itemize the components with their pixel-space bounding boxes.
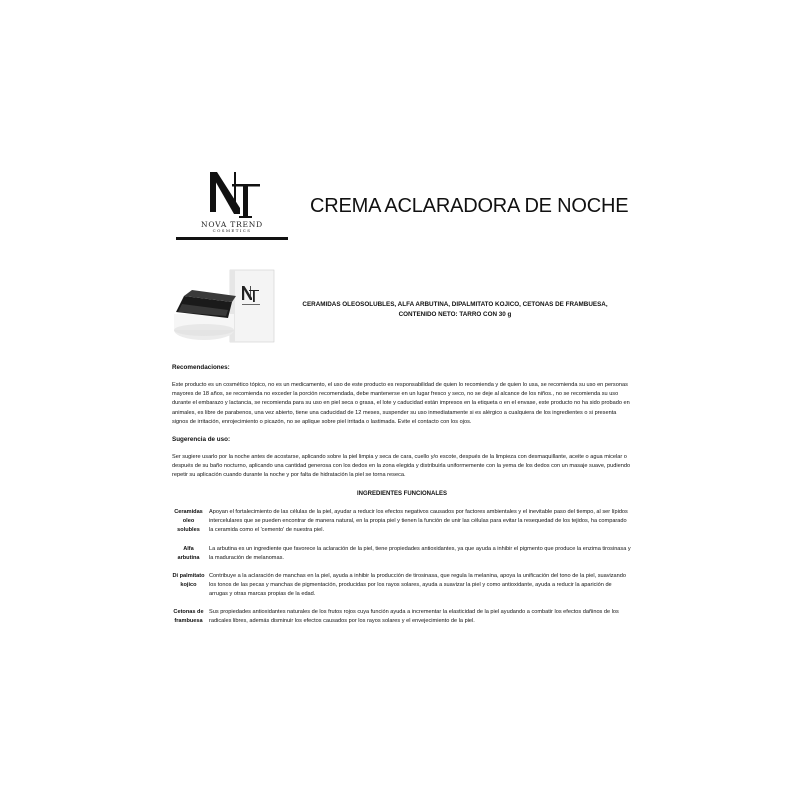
product-net-content: CONTENIDO NETO: TARRO CON 30 g xyxy=(398,311,512,318)
usage-text: Ser sugiere usarlo por la noche antes de acostarse, aplicando sobre la piel limpia y seca de cara, cuello y/o escote, después de la limpieza con desmaquillante, aceite o agua micelar o después de su baño nocturno, aplicando una cantidad generosa con los dedos en la zona elegida y distribuirla uniformemente con la yema de los dedos con un masaje suave, pudiendo repetir su aplicación cuando durante la noche y por falta de hidratación la piel se torna reseca. xyxy=(172,454,631,479)
recommendations-text: Este producto es un cosmético tópico, no es un medicamento, el uso de este producto es responsabilidad de quien lo recomienda y de quien lo usa, se recomienda su uso en personas mayores de 18 años, se recomienda no exceder la porción recomendada, debe mantenerse en un lugar fresco y seco, no se deje al alcance de los niños., no se recomienda su uso durante el embarazo y lactancia, se recomienda para su uso en piel seca o grasa, el lote y caducidad están impresos en la etiqueta o en el envase, este producto no ha sido probado en animales, es libre de parabenos, una vez abierto, tiene una caducidad de 12 meses, suspender su uso inmediatamente si es alérgico a cualquiera de los ingredientes o si presenta signos de irritación, enrojecimiento o picazón, no se aplique sobre piel irritada o lastimada. Evite el contacto con los ojos. xyxy=(172,382,630,425)
page-title: CREMA ACLARADORA DE NOCHE xyxy=(310,195,629,217)
ingredients-heading: INGREDIENTES FUNCIONALES xyxy=(356,491,447,497)
ingredient-description: Apoyan el fortalecimiento de las células de la piel, ayudar a reducir los efectos negativos causados por factores ambientales y el inevitable paso del tiempo, al ser lípidos intercelulares que se pueden encontrar de manera natural, en la propia piel y tienen la función de unir las células para evitar la resequedad de los tejidos, ha comparado la ceramida como el 'cemento' de nuestra piel. xyxy=(209,509,628,534)
nt-monogram-icon xyxy=(206,170,262,222)
ingredient-name: Alfa arbutina xyxy=(177,546,200,562)
logo-underline xyxy=(176,237,288,240)
ingredient-name: Cetonas de frambuesa xyxy=(173,609,204,625)
recommendations-heading: Recomendaciones: xyxy=(172,364,230,371)
product-image xyxy=(170,268,280,348)
product-summary xyxy=(300,300,610,320)
usage-heading: Sugerencia de uso: xyxy=(172,436,231,443)
brand-logo xyxy=(176,170,288,242)
product-ingredients-line: CERAMIDAS OLEOSOLUBLES, ALFA ARBUTINA, DIPALMITATO KOJICO, CETONAS DE FRAMBUESA, xyxy=(302,301,608,308)
ingredient-description: La arbutina es un ingrediente que favorece la aclaración de la piel, tiene propiedades antioxidantes, ya que ayuda a inhibir el pigmento que produce la enzima tirosinasa y la maduración de melanomas. xyxy=(209,546,631,562)
ingredient-name: Ceramidas oleo solubles xyxy=(174,509,203,534)
brand-name: NOVA TREND xyxy=(201,220,263,229)
ingredient-description: Contribuye a la aclaración de manchas en la piel, ayuda a inhibir la producción de tirosinasa, que regula la melanina, apoya la unificación del tono de la piel, suavizando los tonos de las pecas y manchas de pigmentación, producidas por los rayos solares, ayuda a suavizar la piel y como antioxidante, ayuda a reducir la aparición de arrugas y otras marcas propias de la edad. xyxy=(209,573,626,598)
brand-subtitle: COSMETICS xyxy=(212,228,252,233)
ingredient-description: Sus propiedades antioxidantes naturales de los frutos rojos cuya función ayuda a incrementar la elasticidad de la piel ayudando a combatir los efectos dañinos de los radicales libres, además disminuir los efectos causados por los rayos solares y el envejecimiento de la piel. xyxy=(209,609,619,625)
ingredient-name: Di palmitato kojico xyxy=(172,573,205,589)
